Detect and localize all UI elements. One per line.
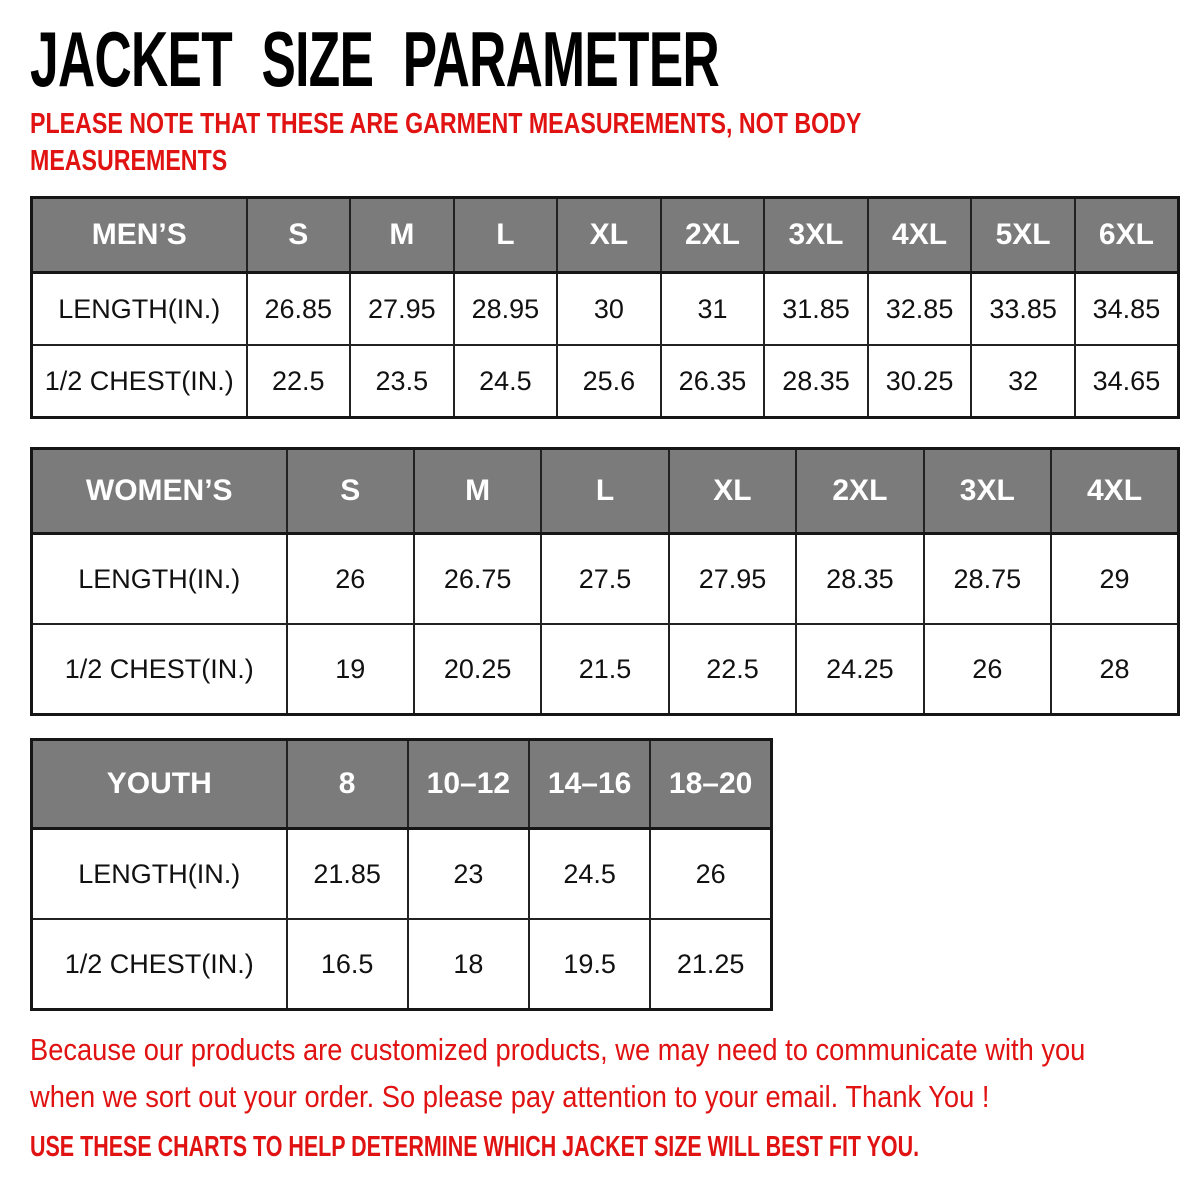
mens-size-col-header: L [454, 198, 558, 273]
youth-value-cell: 21.25 [650, 919, 771, 1010]
youth-value-cell: 19.5 [529, 919, 650, 1010]
mens-value-cell: 24.5 [454, 345, 558, 418]
womens-size-col-header: L [541, 449, 668, 534]
womens-value-cell: 29 [1051, 534, 1178, 625]
youth-value-cell: 16.5 [287, 919, 408, 1010]
mens-value-cell: 23.5 [350, 345, 454, 418]
womens-size-col-header: 2XL [796, 449, 923, 534]
womens-size-col-header: M [414, 449, 541, 534]
customization-notice-line-2: when we sort out your order. So please pay attention to your email. Thank You ! [30, 1079, 990, 1114]
womens-size-col-header: XL [669, 449, 796, 534]
womens-value-cell: 19 [287, 624, 414, 715]
garment-measurement-note [30, 106, 861, 180]
womens-value-cell: 26 [924, 624, 1051, 715]
womens-value-cell: 28.75 [924, 534, 1051, 625]
youth-row-label: LENGTH(IN.) [32, 829, 287, 920]
womens-value-cell: 20.25 [414, 624, 541, 715]
youth-size-col-header: 8 [287, 740, 408, 829]
womens-row-label: 1/2 CHEST(IN.) [32, 624, 287, 715]
womens-size-table [30, 447, 1180, 716]
womens-value-cell: 22.5 [669, 624, 796, 715]
womens-row-label: LENGTH(IN.) [32, 534, 287, 625]
womens-size-col-header: 3XL [924, 449, 1051, 534]
youth-value-cell: 23 [408, 829, 529, 920]
youth-size-col-header: 14–16 [529, 740, 650, 829]
womens-value-cell: 28.35 [796, 534, 923, 625]
womens-table-title: WOMEN’S [32, 449, 287, 534]
womens-value-cell: 27.95 [669, 534, 796, 625]
womens-size-col-header: S [287, 449, 414, 534]
mens-size-col-header: 5XL [971, 198, 1075, 273]
womens-value-cell: 27.5 [541, 534, 668, 625]
mens-value-cell: 34.65 [1075, 345, 1179, 418]
womens-value-cell: 28 [1051, 624, 1178, 715]
note-line-2: MEASUREMENTS [30, 145, 228, 177]
youth-value-cell: 26 [650, 829, 771, 920]
youth-size-table [30, 738, 773, 1011]
chart-usage-hint: USE THESE CHARTS TO HELP DETERMINE WHICH JACKET SIZE WILL BEST FIT YOU. [30, 1131, 920, 1163]
mens-value-cell: 26.35 [661, 345, 765, 418]
mens-value-cell: 25.6 [557, 345, 661, 418]
page-title: JACKET SIZE PARAMETER [30, 15, 720, 103]
youth-table-title: YOUTH [32, 740, 287, 829]
note-line-1: PLEASE NOTE THAT THESE ARE GARMENT MEASUREMENTS, NOT BODY [30, 108, 862, 140]
mens-row-label: LENGTH(IN.) [32, 273, 247, 346]
youth-value-cell: 21.85 [287, 829, 408, 920]
customization-notice [30, 1026, 1085, 1120]
mens-size-col-header: 3XL [764, 198, 868, 273]
mens-value-cell: 28.95 [454, 273, 558, 346]
customization-notice-line-1: Because our products are customized products, we may need to communicate with you [30, 1032, 1086, 1067]
womens-value-cell: 26.75 [414, 534, 541, 625]
mens-value-cell: 32.85 [868, 273, 972, 346]
youth-value-cell: 18 [408, 919, 529, 1010]
womens-value-cell: 21.5 [541, 624, 668, 715]
mens-value-cell: 26.85 [247, 273, 351, 346]
youth-value-cell: 24.5 [529, 829, 650, 920]
mens-value-cell: 32 [971, 345, 1075, 418]
mens-value-cell: 30 [557, 273, 661, 346]
mens-size-col-header: XL [557, 198, 661, 273]
mens-size-col-header: M [350, 198, 454, 273]
mens-value-cell: 31.85 [764, 273, 868, 346]
mens-value-cell: 22.5 [247, 345, 351, 418]
mens-value-cell: 27.95 [350, 273, 454, 346]
mens-table-title: MEN’S [32, 198, 247, 273]
mens-size-col-header: 2XL [661, 198, 765, 273]
mens-value-cell: 34.85 [1075, 273, 1179, 346]
womens-value-cell: 26 [287, 534, 414, 625]
womens-size-col-header: 4XL [1051, 449, 1178, 534]
youth-size-col-header: 10–12 [408, 740, 529, 829]
mens-value-cell: 30.25 [868, 345, 972, 418]
mens-value-cell: 33.85 [971, 273, 1075, 346]
mens-size-col-header: S [247, 198, 351, 273]
mens-size-col-header: 4XL [868, 198, 972, 273]
mens-value-cell: 31 [661, 273, 765, 346]
womens-value-cell: 24.25 [796, 624, 923, 715]
mens-size-table [30, 196, 1180, 419]
mens-size-col-header: 6XL [1075, 198, 1179, 273]
youth-size-col-header: 18–20 [650, 740, 771, 829]
youth-row-label: 1/2 CHEST(IN.) [32, 919, 287, 1010]
mens-row-label: 1/2 CHEST(IN.) [32, 345, 247, 418]
mens-value-cell: 28.35 [764, 345, 868, 418]
